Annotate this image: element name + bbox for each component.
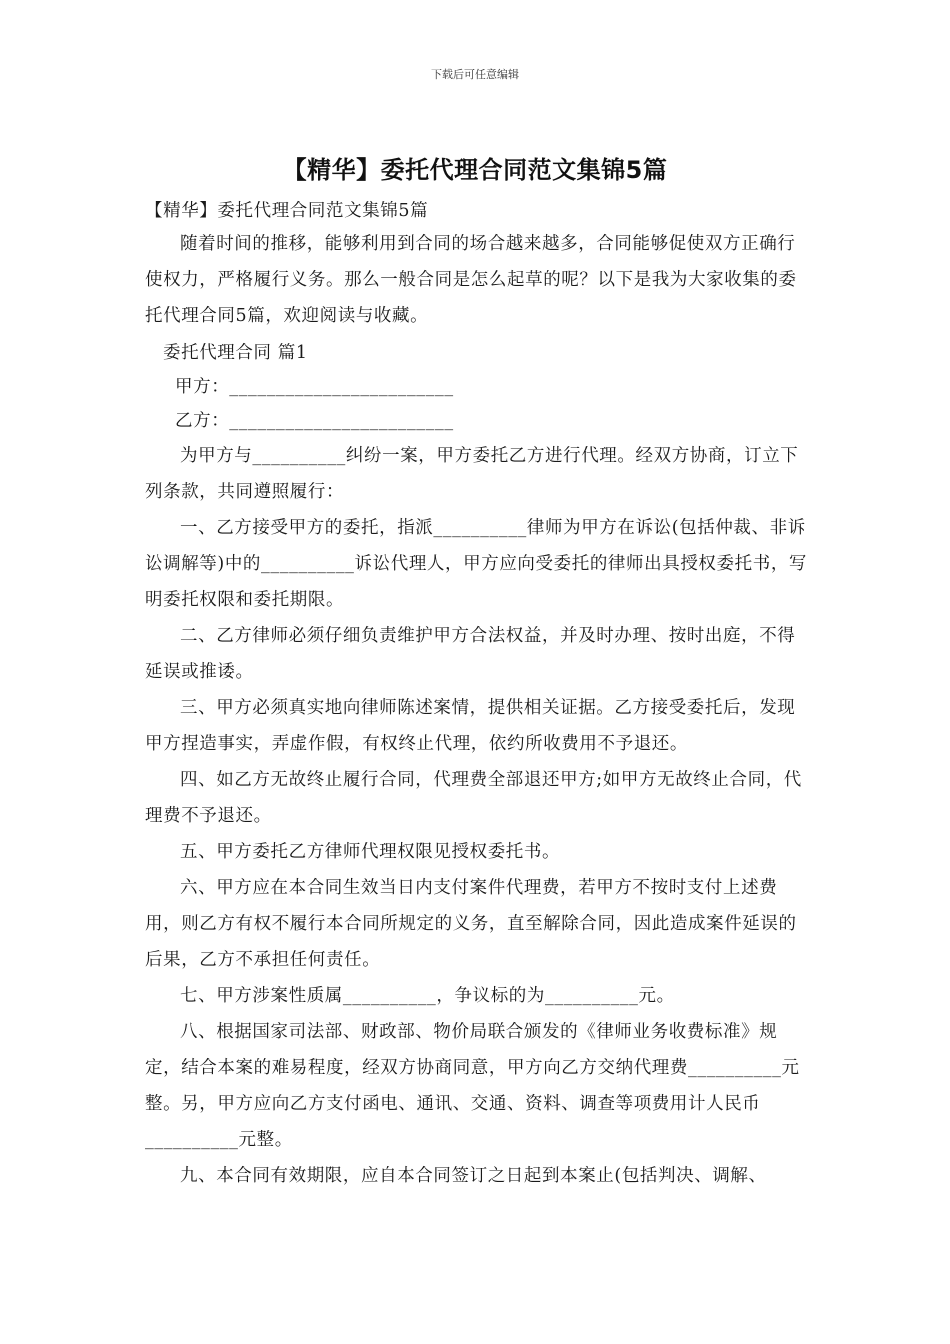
clause-6: 六、甲方应在本合同生效当日内支付案件代理费，若甲方不按时支付上述费用，则乙方有权不履行本合同所规定的义务，直至解除合同，因此造成案件延误的后果，乙方不承担任何责任。 [145, 878, 797, 970]
clause-2: 二、乙方律师必须仔细负责维护甲方合法权益，并及时办理、按时出庭，不得延误或推诿。 [145, 626, 796, 682]
party-b-line: 乙方：________________________ [175, 411, 454, 431]
clause-9: 九、本合同有效期限，应自本合同签订之日起到本案止(包括判决、调解、 [180, 1166, 767, 1186]
clause-3: 三、甲方必须真实地向律师陈述案情，提供相关证据。乙方接受委托后，发现甲方捏造事实，弄虚作假，有权终止代理，依约所收费用不予退还。 [145, 698, 796, 754]
clause-7: 七、甲方涉案性质属__________，争议标的为__________元。 [180, 986, 675, 1006]
subheading: 【精华】委托代理合同范文集锦5篇 [145, 201, 429, 221]
clause-4: 四、如乙方无故终止履行合同，代理费全部退还甲方;如甲方无故终止合同，代理费不予退还。 [145, 770, 802, 826]
document-body [145, 196, 810, 1194]
section-title: 委托代理合同 篇1 [163, 343, 308, 363]
intro-paragraph: 随着时间的推移，能够利用到合同的场合越来越多，合同能够促使双方正确行使权力，严格履行义务。那么一般合同是怎么起草的呢？以下是我为大家收集的委托代理合同5篇，欢迎阅读与收藏。 [145, 234, 797, 326]
document-title: 【精华】委托代理合同范文集锦5篇 [282, 156, 668, 184]
clause-5: 五、甲方委托乙方律师代理权限见授权委托书。 [180, 842, 561, 862]
clause-8: 八、根据国家司法部、财政部、物价局联合颁发的《律师业务收费标准》规定，结合本案的难易程度，经双方协商同意，甲方向乙方交纳代理费__________元整。另，甲方应向乙方支付函电、通讯、交通、资料、调查等项费用计人民币__________元整。 [145, 1022, 800, 1150]
header-note: 下载后可任意编辑 [431, 68, 519, 81]
clause-1: 一、乙方接受甲方的委托，指派__________律师为甲方在诉讼(包括仲裁、非诉讼调解等)中的__________诉讼代理人，甲方应向受委托的律师出具授权委托书，写明委托权限和委托期限。 [145, 518, 808, 610]
party-a-line: 甲方：________________________ [175, 377, 454, 397]
clause-preamble: 为甲方与__________纠纷一案，甲方委托乙方进行代理。经双方协商，订立下列条款，共同遵照履行： [145, 446, 799, 502]
